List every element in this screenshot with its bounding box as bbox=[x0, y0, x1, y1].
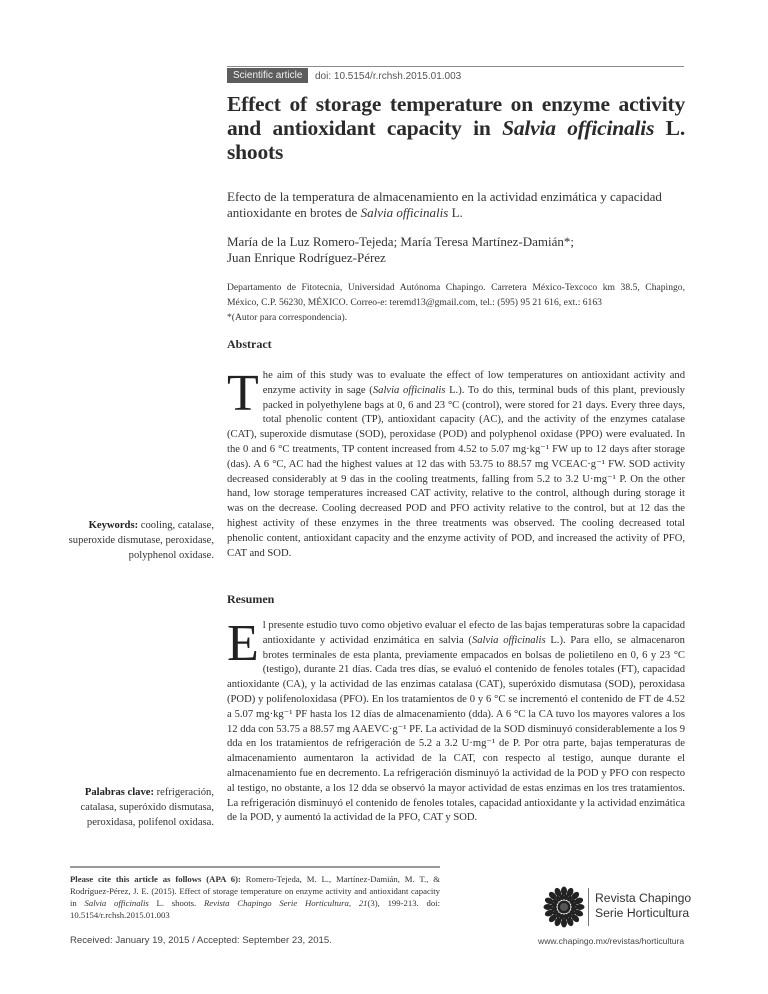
abstract-heading: Abstract bbox=[227, 337, 272, 351]
journal-url-link[interactable]: www.chapingo.mx/revistas/horticultura bbox=[538, 936, 685, 946]
resumen-body bbox=[227, 615, 685, 826]
article-title bbox=[227, 92, 685, 164]
journal-logo bbox=[543, 886, 703, 930]
subtitle-text: Efecto de la temperatura de almacenamiento en la actividad enzimática y capacidad antioxidante en brotes de bbox=[227, 189, 662, 220]
doi-link[interactable]: doi: 10.5154/r.rchsh.2015.01.003 bbox=[315, 71, 462, 82]
article-type-badge: Scientific article bbox=[227, 68, 308, 83]
corresponding-note: *(Autor para correspondencia). bbox=[227, 312, 348, 323]
resumen-species: Salvia officinalis bbox=[471, 634, 546, 646]
title-text-end: L. shoots bbox=[227, 116, 685, 164]
resumen-dropcap: E bbox=[227, 615, 259, 672]
journal-name-line-1: Revista Chapingo bbox=[595, 891, 692, 905]
header-rule bbox=[227, 66, 684, 67]
palabras-clave bbox=[62, 786, 214, 830]
keywords bbox=[62, 519, 214, 563]
citation-text: Romero-Tejeda, M. L., Martínez-Damián, M. T., & Rodríguez-Pérez, J. E. (2015). Effect of storage temperature on enzyme activity and antioxidant capacity in bbox=[70, 874, 440, 908]
author-list bbox=[227, 234, 685, 266]
authors-line-1: María de la Luz Romero-Tejeda; María Teresa Martínez-Damián*; bbox=[227, 234, 574, 249]
sunflower-logo-icon bbox=[543, 886, 585, 928]
received-accepted-dates: Received: January 19, 2015 / Accepted: September 23, 2015. bbox=[70, 935, 332, 946]
citation-text-2: L. shoots. bbox=[148, 898, 204, 908]
subtitle-species: Salvia officinalis bbox=[360, 204, 449, 220]
authors-line-2: Juan Enrique Rodríguez-Pérez bbox=[227, 250, 386, 265]
abstract-dropcap: T bbox=[227, 365, 259, 422]
spanish-title bbox=[227, 189, 685, 220]
journal-name bbox=[595, 891, 691, 921]
citation-text-3: (3), 199-213. doi: 10.5154/r.rchsh.2015.01.003 bbox=[70, 898, 440, 920]
keywords-text: cooling, catalase, superoxide dismutase, peroxidase, polyphenol oxidase. bbox=[68, 520, 214, 561]
palabras-clave-label: Palabras clave: bbox=[84, 787, 154, 798]
keywords-label: Keywords: bbox=[88, 520, 139, 531]
abstract-species: Salvia officinalis bbox=[372, 384, 446, 396]
resumen-text-cont: L.). Para ello, se almacenaron brotes terminales de esta planta, previamente empacados en bolsas de polietileno en 0, 6 y 23 °C (testigo), durante 21 días. Cada tres días, se evaluó el contenido de fenoles totales (FT), capacidad antioxidante (CA), y la actividad de las enzimas catalasa (CAT), superóxido dismutasa (SOD), peroxidasa (POD) y polifenoloxidasa (PFO). En los tratamientos de 0 y 6 °C se incrementó el contenido de FT de 4.52 a 5.07 mg·kg⁻¹ PF hasta los 12 días de almacenamiento (dda). A 6 °C la CA tuvo los mayores valores a los 12 dda con 53.75 a 88.57 mg AAEVC·g⁻¹ PF. La actividad de la SOD disminuyó considerablemente a los 9 dda en los tratamientos de refrigeración de 5.2 a 3.2 U·mg⁻¹ de P. Por otra parte, bajas temperaturas de almacenamiento aumentaron la actividad de la CAT, con respecto al testigo, aunque durante el almacenamiento fue en decremento. La refrigeración disminuyó la actividad de la POD y PFO con respecto al testigo, no obstante, a los 12 dda se observó la mayor actividad de estas enzimas en los tres tratamientos. La refrigeración disminuyó el contenido de fenoles totales, capacidad antioxidante y la actividad enzimática de la POD, y aumentó la actividad de la PFO, CAT y SOD. bbox=[227, 634, 685, 824]
resumen-heading: Resumen bbox=[227, 592, 275, 606]
citation-rule bbox=[70, 866, 440, 868]
resumen-text: l presente estudio tuvo como objetivo evaluar el efecto de las bajas temperaturas sobre la capacidad antioxidante y actividad enzimática en salvia ( bbox=[262, 620, 685, 646]
title-species: Salvia officinalis bbox=[502, 116, 655, 140]
palabras-clave-text: refrigeración, catalasa, superóxido dismutasa, peroxidasa, polifenol oxidasa. bbox=[80, 787, 214, 828]
citation-journal: Revista Chapingo Serie Horticultura, 21 bbox=[203, 898, 368, 908]
subtitle-text-end: L. bbox=[448, 204, 463, 220]
logo-divider bbox=[588, 888, 589, 926]
citation-label: Please cite this article as follows (APA 6): bbox=[70, 874, 241, 884]
affiliation-text: Departamento de Fitotecnia, Universidad Autónoma Chapingo. Carretera México-Texcoco km 38.5, Chapingo, México, C.P. 56230, MÉXICO. Correo-e: teremd13@gmail.com, tel.: (595) 95 21 616, ext.: 6163 bbox=[227, 282, 685, 308]
journal-name-line-2: Serie Horticultura bbox=[595, 906, 690, 920]
abstract-text: he aim of this study was to evaluate the effect of low temperatures on antioxidant activity and enzyme activity in sage ( bbox=[262, 370, 685, 396]
abstract-body bbox=[227, 365, 685, 561]
abstract-text-cont: L.). To do this, terminal buds of this plant, previously packed in polyethylene bags at 0, 6 and 23 °C (control), were stored for 21 days. Every three days, total phenolic content (TP), antioxidant capacity (AC), and the activity of the enzymes catalase (CAT), superoxide dismutase (SOD), peroxidase (POD) and polyphenol oxidase (PPO) were evaluated. In the 0 and 6 °C treatments, TP content increased from 4.52 to 5.07 mg·kg⁻¹ FW up to 12 days after storage (das). A 6 °C, AC had the highest values at 12 das with 53.75 to 88.57 mg VCEAC·g⁻¹ FW. SOD activity decreased considerably at 9 das in the cooling treatments, falling from 5.2 to 3.2 U·mg⁻¹ P. On the other hand, low storage temperatures increased CAT activity, relative to the control, although during storage it was on the decrease. Cooling decreased POD and PFO activity relative to the control, but at 12 das the highest activity of these enzymes in the three treatments was observed. The cooling decreased total phenolic content, antioxidant capacity and the enzyme activity of POD, and increased the activity of PFO, CAT and SOD. bbox=[227, 384, 685, 559]
citation-block bbox=[70, 873, 440, 921]
affiliation bbox=[227, 280, 685, 325]
title-text: Effect of storage temperature on enzyme activity and antioxidant capacity in bbox=[227, 92, 685, 140]
citation-species: Salvia officinalis bbox=[84, 898, 149, 908]
